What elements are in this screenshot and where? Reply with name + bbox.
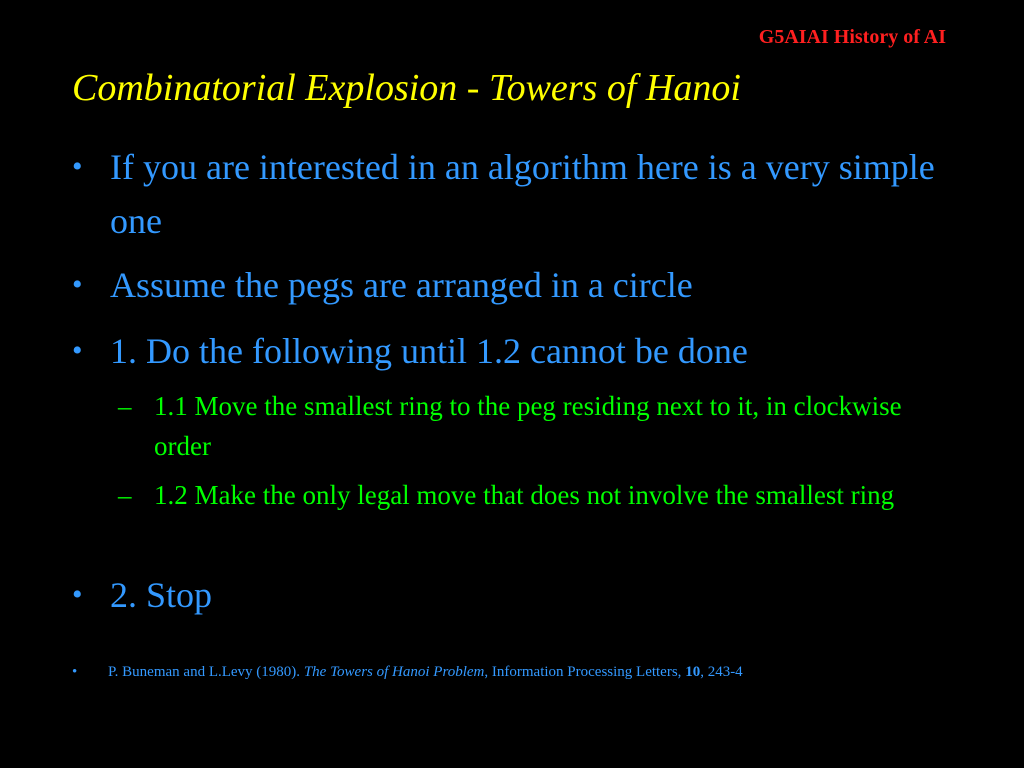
sub-bullet-text: 1.2 Make the only legal move that does not involve the smallest ring: [154, 480, 895, 510]
sub-bullet-marker: –: [118, 391, 132, 421]
course-tag: G5AIAI History of AI: [758, 26, 946, 48]
bullet-marker: •: [72, 268, 83, 301]
bullet-item: [72, 140, 952, 248]
sub-bullet-item: [118, 386, 938, 466]
bullet-item: [72, 568, 952, 622]
bullet-text: 2. Stop: [110, 575, 213, 615]
reference-volume: 10: [685, 664, 701, 680]
sub-bullet-item: [118, 475, 938, 515]
reference-work-title: The Towers of Hanoi Problem: [303, 664, 485, 680]
reference-authors: P. Buneman and L.Levy (1980).: [108, 664, 304, 680]
reference-citation: [72, 664, 743, 681]
reference-pages: , 243-4: [700, 664, 743, 680]
bullet-item: [72, 324, 952, 378]
bullet-text: 1. Do the following until 1.2 cannot be done: [110, 331, 748, 371]
sub-bullet-text: 1.1 Move the smallest ring to the peg residing next to it, in clockwise order: [154, 391, 902, 461]
bullet-marker: •: [72, 578, 83, 611]
bullet-item: [72, 258, 952, 312]
sub-bullet-marker: –: [118, 480, 132, 510]
slide-title: Combinatorial Explosion - Towers of Hanoi: [72, 67, 741, 109]
bullet-text: If you are interested in an algorithm here is a very simple one: [110, 147, 935, 241]
reference-journal: , Information Processing Letters,: [484, 664, 686, 680]
bullet-marker: •: [72, 334, 83, 367]
bullet-text: Assume the pegs are arranged in a circle: [110, 265, 693, 305]
bullet-marker: •: [72, 150, 83, 183]
reference-marker: •: [72, 664, 78, 680]
